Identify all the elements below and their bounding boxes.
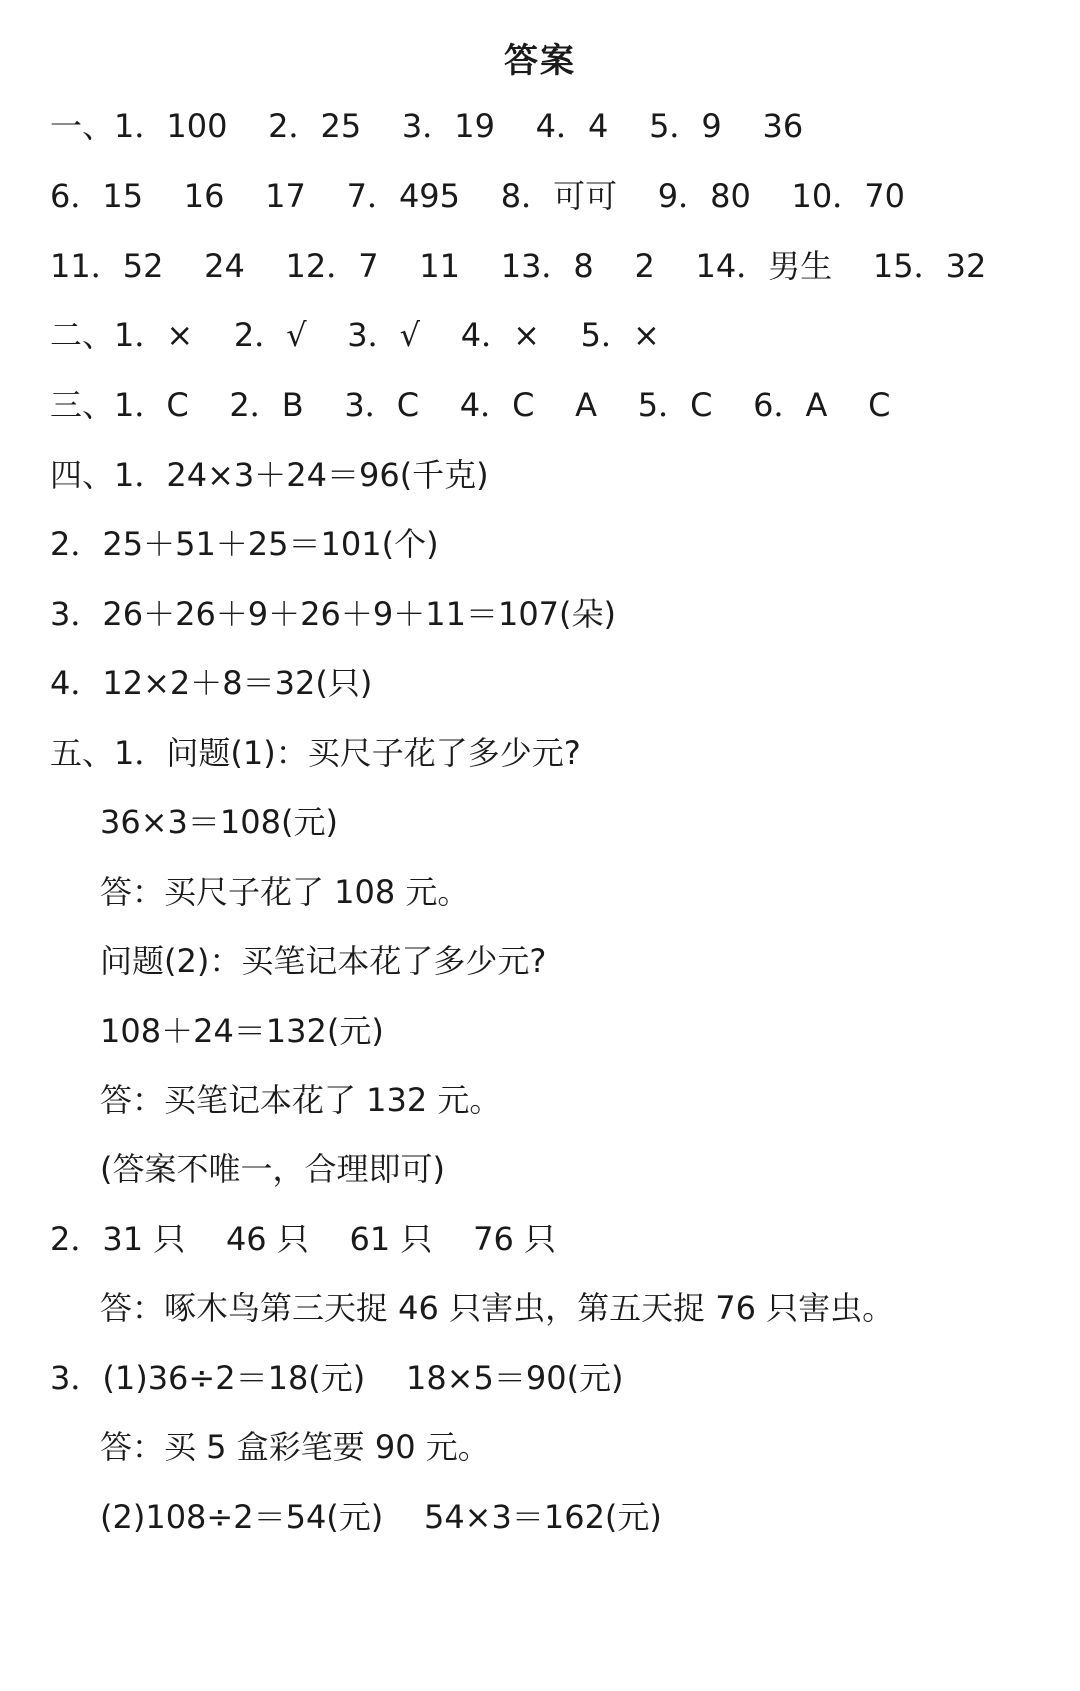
page-title: 答案 <box>504 41 576 81</box>
answer-line-3: 11．52 24 12．7 11 13．8 2 14．男生 15．32 <box>50 247 987 285</box>
answer-line-11: 36×3＝108(元) <box>100 803 338 841</box>
answer-line-20: 答：买 5 盒彩笔要 90 元。 <box>100 1428 490 1466</box>
answer-line-14: 108＋24＝132(元) <box>100 1012 384 1050</box>
answer-line-1: 一、1．100 2．25 3．19 4．4 5．9 36 <box>50 107 804 145</box>
answer-line-12: 答：买尺子花了 108 元。 <box>100 873 470 911</box>
answer-line-6: 四、1．24×3＋24＝96(千克) <box>50 456 489 494</box>
answer-line-10: 五、1．问题(1)：买尺子花了多少元? <box>50 734 581 772</box>
answer-line-21: (2)108÷2＝54(元) 54×3＝162(元) <box>100 1498 662 1536</box>
answer-line-16: (答案不唯一，合理即可) <box>100 1150 445 1188</box>
answer-line-7: 2．25＋51＋25＝101(个) <box>50 525 439 563</box>
answer-line-4: 二、1．× 2．√ 3．√ 4．× 5．× <box>50 316 660 354</box>
answer-line-17: 2．31 只 46 只 61 只 76 只 <box>50 1220 556 1258</box>
answer-line-19: 3．(1)36÷2＝18(元) 18×5＝90(元) <box>50 1359 624 1397</box>
answer-line-15: 答：买笔记本花了 132 元。 <box>100 1081 502 1119</box>
answer-line-9: 4．12×2＋8＝32(只) <box>50 664 373 702</box>
answer-line-13: 问题(2)：买笔记本花了多少元? <box>100 942 547 980</box>
answer-line-8: 3．26＋26＋9＋26＋9＋11＝107(朵) <box>50 595 617 633</box>
answer-line-2: 6．15 16 17 7．495 8．可可 9．80 10．70 <box>50 177 905 215</box>
answer-line-5: 三、1．C 2．B 3．C 4．C A 5．C 6．A C <box>50 386 891 424</box>
answer-line-18: 答：啄木鸟第三天捉 46 只害虫，第五天捉 76 只害虫。 <box>100 1289 895 1327</box>
